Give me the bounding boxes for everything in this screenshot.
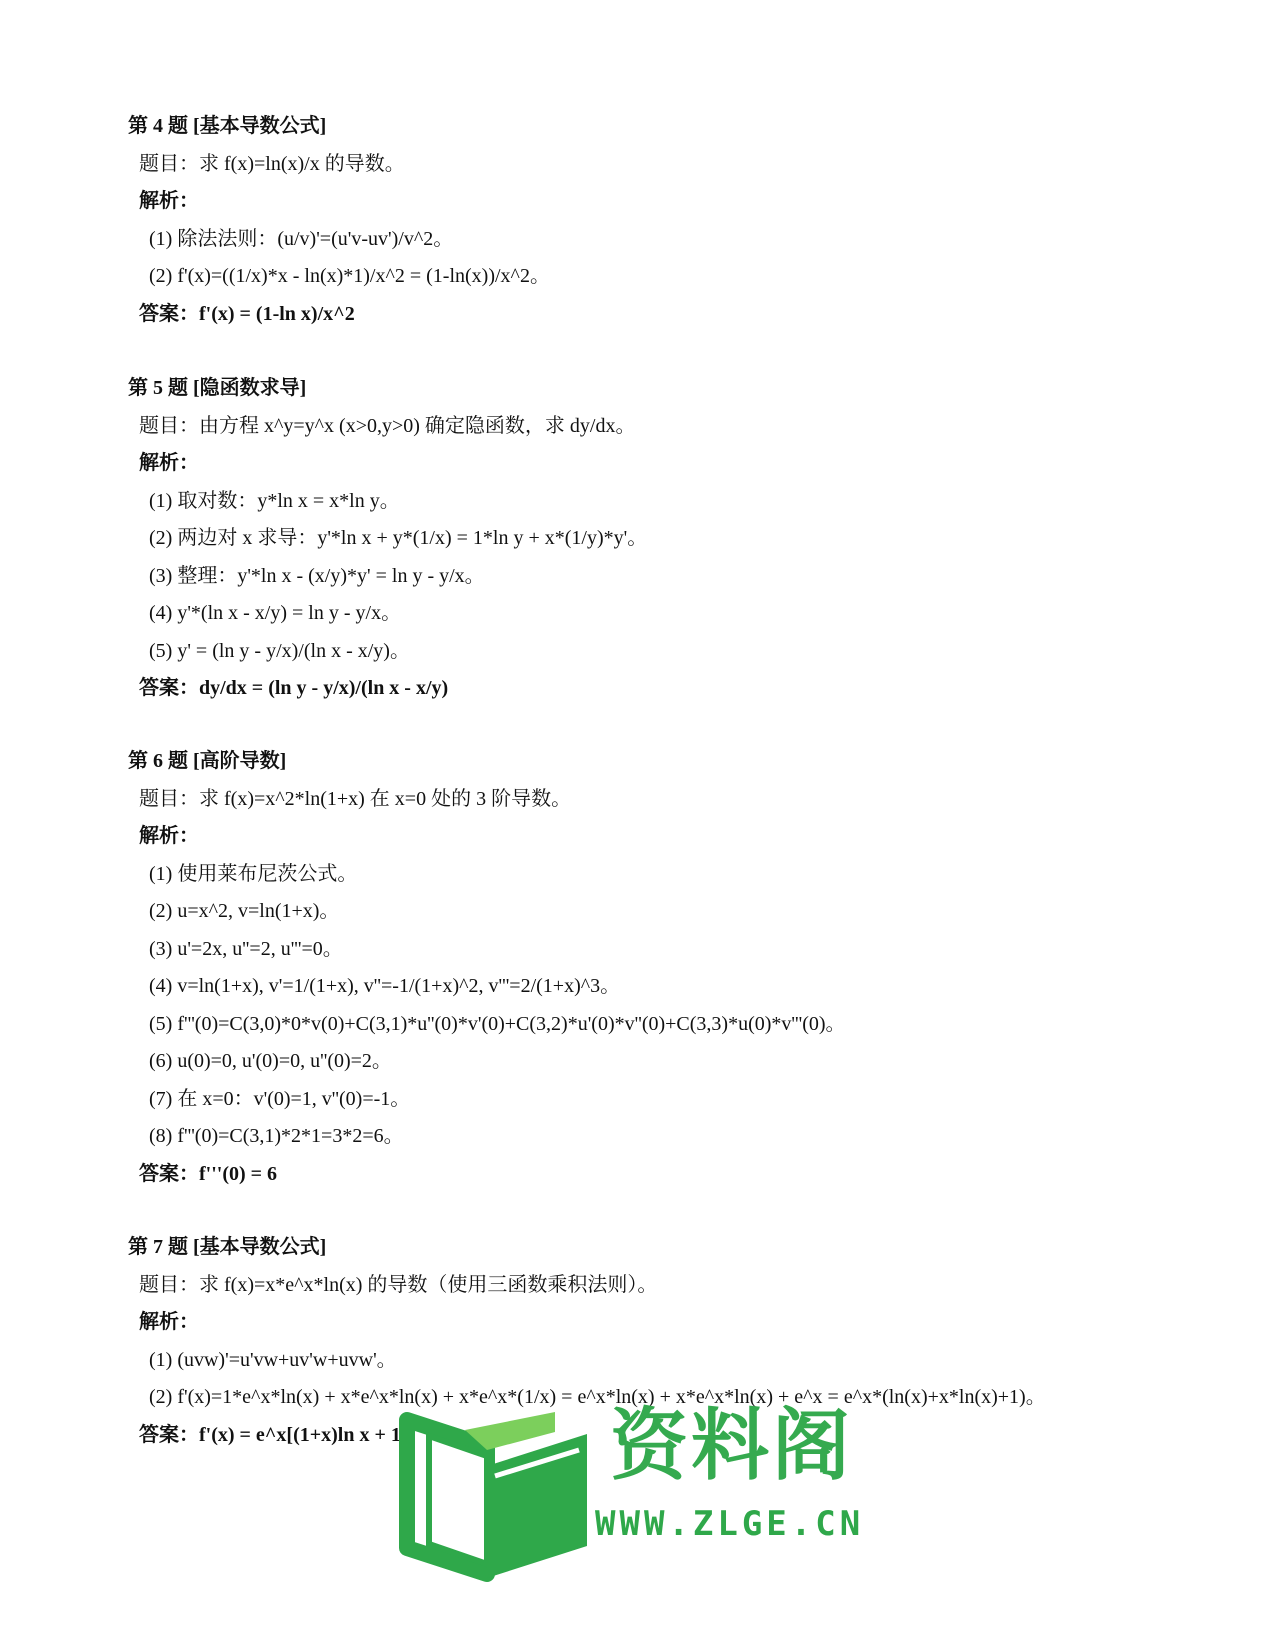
watermark-brand: 资料阁 [610,1401,854,1491]
analysis-step: (3) u'=2x, u''=2, u'''=0。 [149,938,343,960]
problem-heading: 第 6 题 [高阶导数] [128,750,287,772]
analysis-step: (5) y' = (ln y - y/x)/(ln x - x/y)。 [149,640,410,662]
analysis-step: (6) u(0)=0, u'(0)=0, u''(0)=2。 [149,1050,392,1072]
analysis-step: (3) 整理：y'*ln x - (x/y)*y' = ln y - y/x。 [149,565,485,587]
problem-answer: 答案：f'''(0) = 6 [139,1163,278,1185]
problem-question: 题目：求 f(x)=ln(x)/x 的导数。 [139,153,405,175]
analysis-step: (2) u=x^2, v=ln(1+x)。 [149,900,340,922]
watermark-url: WWW.ZLGE.CN [595,1504,865,1544]
analysis-step: (4) v=ln(1+x), v'=1/(1+x), v''=-1/(1+x)^2, v'''=2/(1+x)^3。 [149,975,621,997]
analysis-label: 解析： [139,190,199,212]
problem-heading: 第 4 题 [基本导数公式] [128,115,327,137]
analysis-step: (7) 在 x=0：v'(0)=1, v''(0)=-1。 [149,1088,411,1110]
problem-heading: 第 5 题 [隐函数求导] [128,377,307,399]
analysis-step: (1) (uvw)'=u'vw+uv'w+uvw'。 [149,1349,397,1371]
problem-question: 题目：由方程 x^y=y^x (x>0,y>0) 确定隐函数，求 dy/dx。 [139,415,636,437]
analysis-step: (2) 两边对 x 求导：y'*ln x + y*(1/x) = 1*ln y + x*(1/y)*y'。 [149,527,648,549]
problem-answer: 答案：dy/dx = (ln y - y/x)/(ln x - x/y) [139,677,449,699]
analysis-label: 解析： [139,1311,199,1333]
analysis-step: (1) 使用莱布尼茨公式。 [149,863,358,885]
analysis-step: (4) y'*(ln x - x/y) = ln y - y/x。 [149,602,402,624]
analysis-label: 解析： [139,825,199,847]
problem-question: 题目：求 f(x)=x^2*ln(1+x) 在 x=0 处的 3 阶导数。 [139,788,572,810]
analysis-step: (1) 取对数：y*ln x = x*ln y。 [149,490,400,512]
problem-question: 题目：求 f(x)=x*e^x*ln(x) 的导数（使用三函数乘积法则）。 [139,1274,658,1296]
analysis-step: (5) f'''(0)=C(3,0)*0*v(0)+C(3,1)*u''(0)*v'(0)+C(3,2)*u'(0)*v''(0)+C(3,3)*u(0)*v'''(0)。 [149,1013,846,1035]
analysis-label: 解析： [139,452,199,474]
problem-answer: 答案：f'(x) = e^x[(1+x)ln x + 1] [139,1424,408,1446]
analysis-step: (2) f'(x)=1*e^x*ln(x) + x*e^x*ln(x) + x*e^x*(1/x) = e^x*ln(x) + x*e^x*ln(x) + e^x = e^x*(ln(x)+x*ln(x)+1)。 [149,1386,1046,1408]
problem-answer: 答案：f'(x) = (1-ln x)/x^2 [139,303,355,325]
problem-heading: 第 7 题 [基本导数公式] [128,1236,327,1258]
analysis-step: (2) f'(x)=((1/x)*x - ln(x)*1)/x^2 = (1-ln(x))/x^2。 [149,265,550,287]
analysis-step: (1) 除法法则：(u/v)'=(u'v-uv')/v^2。 [149,228,454,250]
analysis-step: (8) f'''(0)=C(3,1)*2*1=3*2=6。 [149,1125,404,1147]
